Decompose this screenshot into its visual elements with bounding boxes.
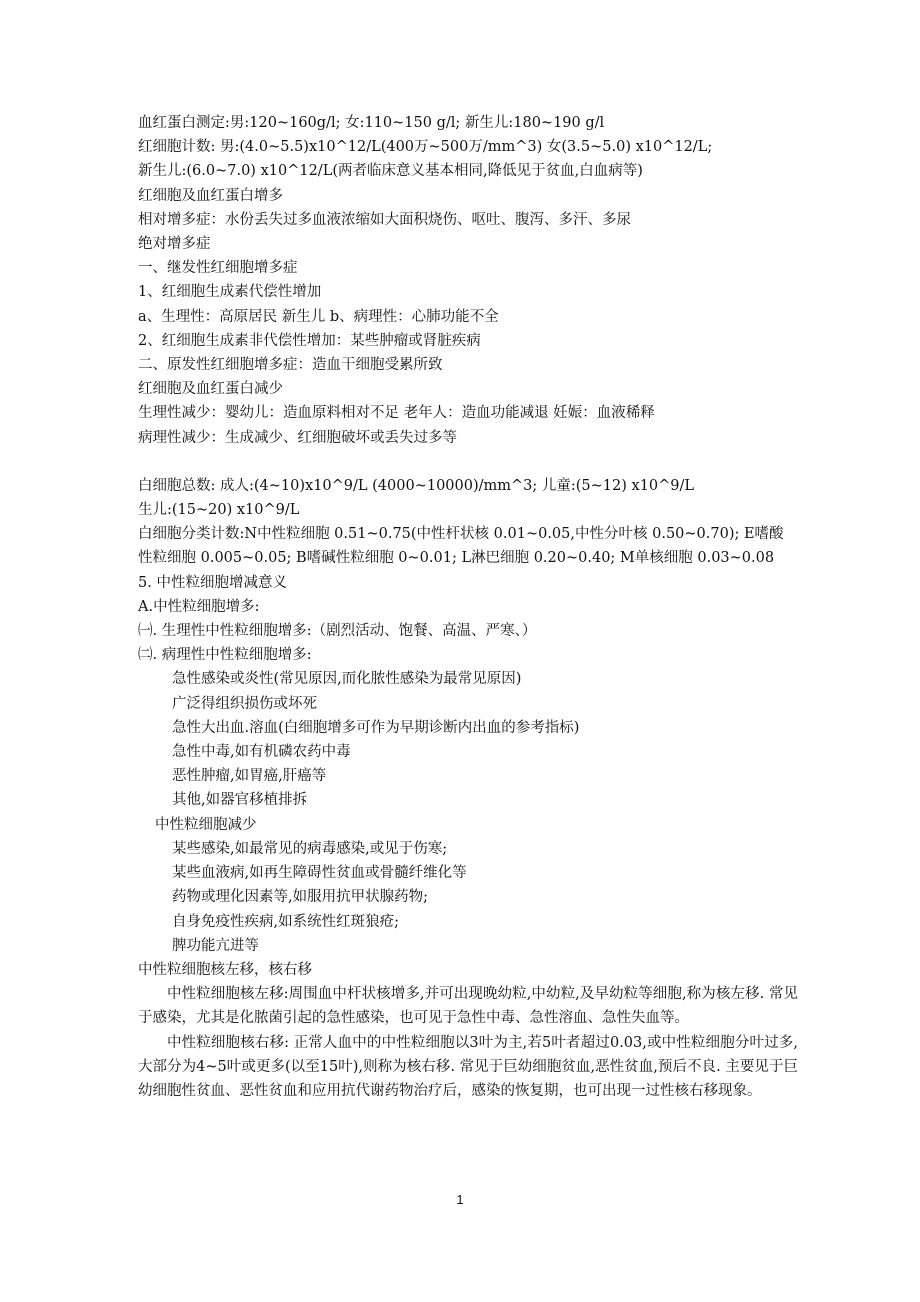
wbc-differential-paragraph: 白细胞分类计数:N中性粒细胞 0.51~0.75(中性杆状核 0.01~0.05,中性分叶核 0.50~0.70); E嗜酸性粒细胞 0.005~0.05; B嗜碱性粒细胞 0~0.01; L淋巴细胞 0.20~0.40; M单核细胞 0.03~0.08 [138, 526, 784, 567]
epo-noncompensatory-line: 2、红细胞生成素非代偿性增加：某些肿瘤或肾脏疾病 [138, 332, 481, 349]
wbc-total-line: 白细胞总数: 成人:(4~10)x10^9/L (4000~10000)/mm^3; 儿童:(5~12) x10^9/L [138, 477, 695, 494]
rbc-increase-heading: 红细胞及血红蛋白增多 [138, 187, 283, 204]
neutrophil-increase-title: A.中性粒细胞增多: [138, 598, 260, 615]
list-item: 急性大出血.溶血(白细胞增多可作为早期诊断内出血的参考指标) [172, 719, 580, 736]
absolute-increase-heading: 绝对增多症 [138, 236, 211, 253]
physiological-increase-line: ㈠. 生理性中性粒细胞增多:（剧烈活动、饱餐、高温、严寒、） [138, 623, 537, 640]
list-item: 其他,如器官移植排拆 [172, 792, 308, 809]
hemoglobin-line: 血红蛋白测定:男:120~160g/l; 女:110~150 g/l; 新生儿:180~190 g/l [138, 115, 605, 131]
list-item: 脾功能亢进等 [172, 937, 259, 954]
left-shift-paragraph: 中性粒细胞核左移:周围血中杆状核增多,并可出现晚幼粒,中幼粒,及早幼粒等细胞,称为核左移. 常见于感染，尤其是化脓菌引起的急性感染，也可见于急性中毒、急性溶血、急性失血等。 [138, 986, 798, 1027]
list-item: 恶性肿瘤,如胃癌,肝癌等 [172, 768, 327, 785]
neutrophil-decrease-title: 中性粒细胞减少 [155, 816, 257, 833]
list-item: 某些血液病,如再生障碍性贫血或骨髓纤维化等 [172, 865, 467, 882]
document-body [138, 111, 798, 1103]
rbc-count-line: 红细胞计数: 男:(4.0~5.5)x10^12/L(400万~500万/mm^3) 女(3.5~5.0) x10^12/L; [138, 139, 713, 156]
nuclear-shift-title: 中性粒细胞核左移，核右移 [138, 961, 312, 978]
secondary-polycythemia-line: 一、继发性红细胞增多症 [138, 260, 298, 277]
right-shift-paragraph: 中性粒细胞核右移: 正常人血中的中性粒细胞以3叶为主,若5叶者超过0.03,或中性粒细胞分叶过多,大部分为4~5叶或更多(以至15叶),则称为核右移. 常见于巨幼细胞贫血,恶性贫血,预后不良. 主要见于巨幼细胞性贫血、恶性贫血和应用抗代谢药物治疗后，感染的恢复期，也可出现一过性核右移现象。 [138, 1034, 798, 1099]
list-item: 广泛得组织损伤或坏死 [172, 695, 317, 712]
list-item: 自身免疫性疾病,如系统性红斑狼疮; [172, 913, 399, 930]
rbc-newborn-line: 新生儿:(6.0~7.0) x10^12/L(两者临床意义基本相同,降低见于贫血,白血病等) [138, 163, 643, 180]
list-item: 急性中毒,如有机磷农药中毒 [172, 744, 351, 761]
list-item: 某些感染,如最常见的病毒感染,或见于伤寒; [172, 840, 448, 857]
wbc-newborn-line: 生儿:(15~20) x10^9/L [138, 502, 300, 519]
spacer [138, 450, 798, 474]
pathological-decrease-line: 病理性减少：生成减少、红细胞破坏或丢失过多等 [138, 429, 457, 446]
epo-compensatory-line: 1、红细胞生成素代偿性增加 [138, 284, 322, 301]
list-item: 急性感染或炎性(常见原因,而化脓性感染为最常见原因) [172, 671, 522, 688]
relative-increase-line: 相对增多症：水份丢失过多血液浓缩如大面积烧伤、呕吐、腹泻、多汗、多尿 [138, 211, 631, 228]
primary-polycythemia-line: 二、原发性红细胞增多症：造血干细胞受累所致 [138, 357, 443, 374]
physiological-decrease-line: 生理性减少：婴幼儿：造血原料相对不足 老年人：造血功能减退 妊娠：血液稀释 [138, 405, 655, 422]
list-item: 药物或理化因素等,如服用抗甲状腺药物; [172, 889, 428, 906]
page-number: 1 [456, 1192, 464, 1207]
pathological-increase-line: ㈡. 病理性中性粒细胞增多: [138, 647, 312, 664]
rbc-decrease-heading: 红细胞及血红蛋白减少 [138, 381, 283, 398]
physio-patho-line: a、生理性：高原居民 新生儿 b、病理性：心肺功能不全 [138, 308, 499, 325]
section-5-title: 5. 中性粒细胞增减意义 [138, 574, 287, 591]
